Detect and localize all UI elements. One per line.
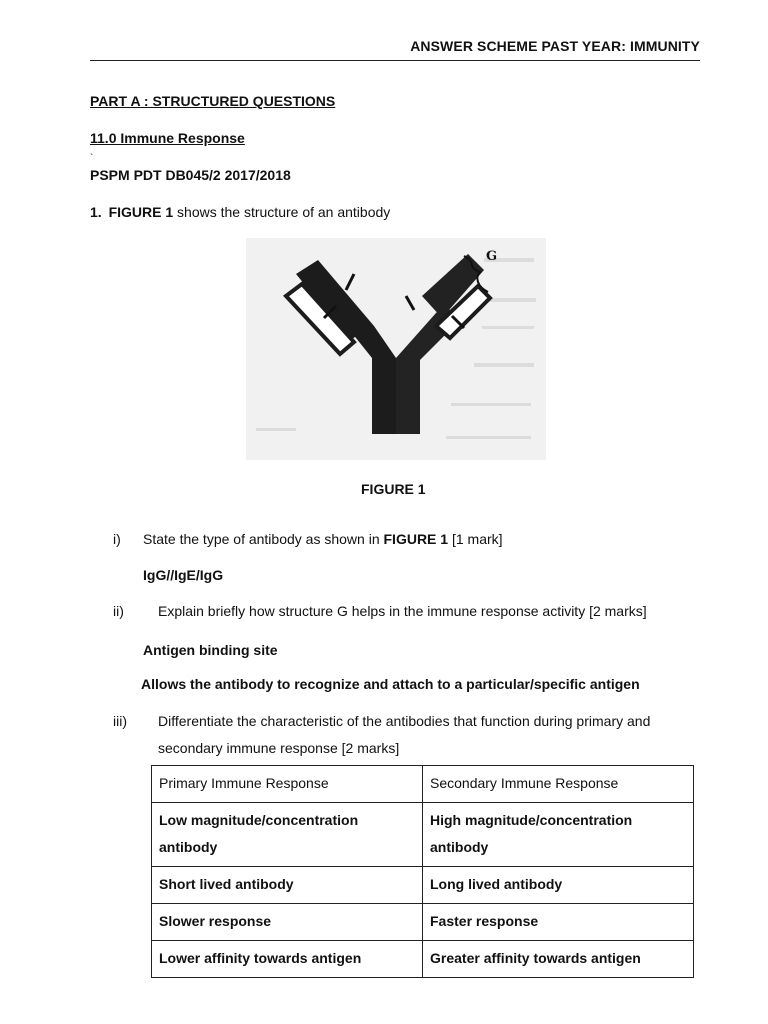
part-title: PART A : STRUCTURED QUESTIONS	[90, 93, 336, 109]
figure-ref: FIGURE 1	[108, 204, 174, 220]
part-iii-question-line-2: secondary immune response [2 marks]	[158, 740, 400, 756]
table-cell-secondary: High magnitude/concentration antibody	[423, 803, 694, 867]
table-row	[152, 941, 694, 978]
table-header-primary: Primary Immune Response	[152, 766, 423, 803]
table-row	[152, 904, 694, 941]
table-header-secondary: Secondary Immune Response	[423, 766, 694, 803]
part-ii-answer-2: Allows the antibody to recognize and attach to a particular/specific antigen	[141, 676, 640, 692]
table-cell-primary: Slower response	[152, 904, 423, 941]
section-title: 11.0 Immune Response	[90, 130, 245, 146]
table-cell-primary: Low magnitude/concentration antibody	[152, 803, 423, 867]
table-header-row	[152, 766, 694, 803]
antibody-figure	[246, 238, 546, 460]
part-ii-number: ii)	[113, 603, 124, 619]
table-cell-primary: Short lived antibody	[152, 867, 423, 904]
section-tick: `	[90, 153, 94, 164]
table-cell-secondary: Long lived antibody	[423, 867, 694, 904]
part-ii-question: Explain briefly how structure G helps in the immune response activity [2 marks]	[158, 603, 647, 619]
part-iii-number: iii)	[113, 713, 127, 729]
part-i-number: i)	[113, 531, 121, 547]
part-i-marks: [1 mark]	[448, 531, 503, 547]
part-i-question	[143, 531, 503, 547]
part-i-figure-ref: FIGURE 1	[383, 531, 449, 547]
header-rule	[90, 60, 700, 61]
part-i-question-text: State the type of antibody as shown in	[143, 531, 384, 547]
structure-g-label: G	[486, 249, 498, 264]
table-cell-primary: Lower affinity towards antigen	[152, 941, 423, 978]
table-cell-secondary: Greater affinity towards antigen	[423, 941, 694, 978]
part-ii-answer-1: Antigen binding site	[143, 642, 278, 658]
table-cell-secondary: Faster response	[423, 904, 694, 941]
table-row	[152, 803, 694, 867]
header-title: ANSWER SCHEME PAST YEAR: IMMUNITY	[410, 38, 700, 54]
immune-response-table	[151, 765, 694, 978]
question-number: 1.	[90, 204, 102, 220]
table-row	[152, 867, 694, 904]
part-iii-question-line-1: Differentiate the characteristic of the antibodies that function during primary and	[158, 713, 651, 729]
exam-code: PSPM PDT DB045/2 2017/2018	[90, 167, 291, 183]
figure-caption: FIGURE 1	[361, 481, 426, 497]
question-1-stem	[90, 204, 390, 220]
question-stem-text: shows the structure of an antibody	[177, 204, 391, 220]
antibody-diagram	[246, 238, 546, 460]
part-i-answer: IgG//IgE/IgG	[143, 567, 224, 583]
